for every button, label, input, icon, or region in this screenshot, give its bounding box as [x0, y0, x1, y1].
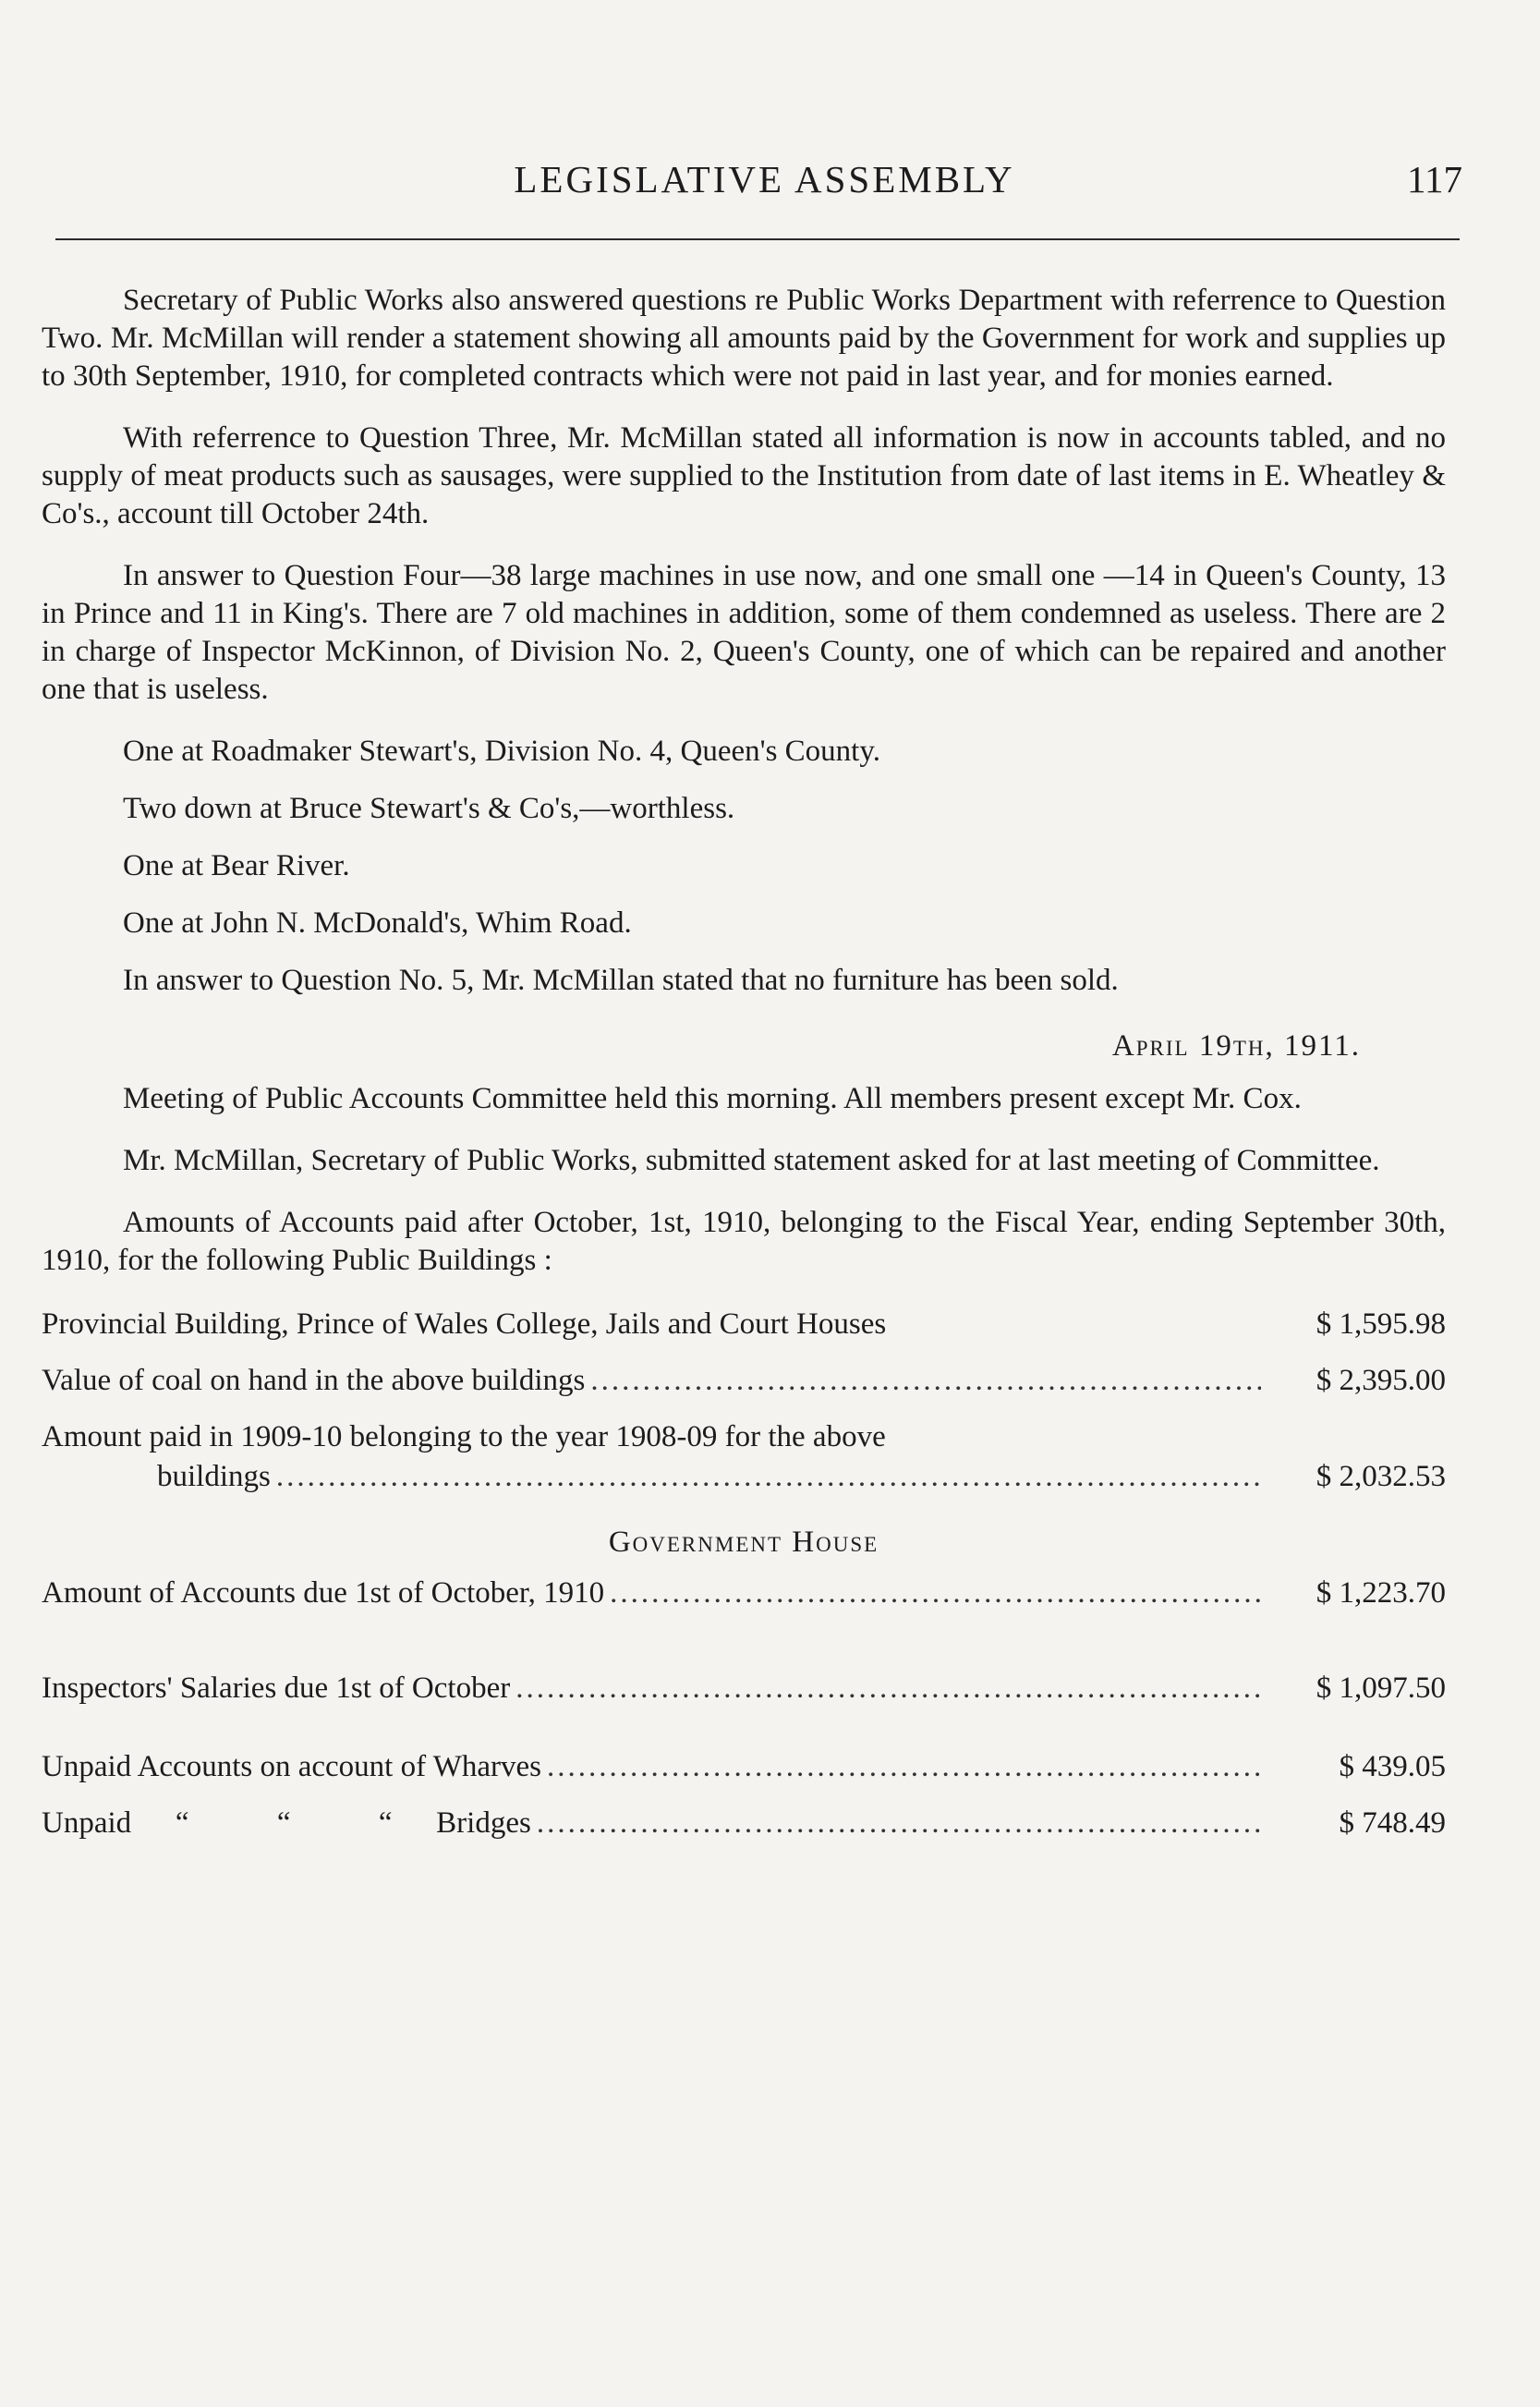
ledger-label: Amount paid in 1909-10 belonging to the year 1908-09 for the above	[42, 1420, 886, 1453]
section-heading: Government House	[608, 1526, 879, 1559]
ledger-label: Bridges	[436, 1806, 531, 1840]
ledger-row	[42, 1748, 1446, 1786]
paragraph-question-five: In answer to Question No. 5, Mr. McMillan stated that no furniture has been sold.	[123, 964, 1119, 997]
dot-leaders	[590, 1362, 1261, 1400]
ledger-label: Unpaid Accounts on account of Wharves	[42, 1750, 541, 1783]
ditto-mark: “	[378, 1806, 393, 1840]
ledger-row	[42, 1418, 1446, 1496]
ditto-mark: “	[276, 1806, 291, 1840]
paragraph-question-two: Secretary of Public Works also answered questions re Public Works Department with referrence to Question Two. Mr. McMillan will render a statement showing all amounts paid by the Government for work and supplies up to 30th September, 1910, for completed contracts which were not paid in last year, and for monies earned.	[42, 284, 1446, 393]
machine-item: One at John N. McDonald's, Whim Road.	[123, 906, 632, 940]
ledger-amount: $ 1,595.98	[1316, 1307, 1446, 1341]
ledger-row	[42, 1574, 1446, 1612]
header-rule	[55, 238, 1460, 240]
ledger-amount: $ 2,395.00	[1316, 1364, 1446, 1397]
paragraph-meeting: Meeting of Public Accounts Committee held this morning. All members present except Mr. Cox.	[123, 1082, 1302, 1115]
paragraph-statement: Mr. McMillan, Secretary of Public Works, submitted statement asked for at last meeting of Committee.	[123, 1144, 1380, 1177]
ledger-amount: $ 1,097.50	[1316, 1672, 1446, 1705]
ledger-row	[42, 1306, 1446, 1343]
paragraph-amounts-intro: Amounts of Accounts paid after October, 1st, 1910, belonging to the Fiscal Year, ending September 30th, 1910, for the following Public Buildings :	[42, 1206, 1446, 1277]
ledger-label: Provincial Building, Prince of Wales College, Jails and Court Houses	[42, 1307, 887, 1341]
ledger-label-continued: buildings	[157, 1460, 271, 1493]
machine-item: One at Roadmaker Stewart's, Division No. 4, Queen's County.	[123, 735, 880, 768]
page-number: 117	[1407, 158, 1462, 201]
ledger-row	[42, 1670, 1446, 1708]
machine-item: Two down at Bruce Stewart's & Co's,—worthless.	[123, 792, 735, 825]
ledger-label: Inspectors' Salaries due 1st of October	[42, 1672, 511, 1705]
accounts-ledger	[42, 1306, 1446, 1842]
ditto-mark: “	[175, 1806, 189, 1840]
machine-item: One at Bear River.	[123, 849, 350, 882]
dot-leaders	[276, 1458, 1261, 1496]
ledger-label: Unpaid	[42, 1806, 132, 1840]
body-text	[42, 282, 1446, 1861]
paragraph-question-three: With referrence to Question Three, Mr. McMillan stated all information is now in accounts tabled, and no supply of meat products such as sausages, were supplied to the Institution from date of last items in E. Wheatley & Co's., account till October 24th.	[42, 421, 1446, 530]
ledger-label: Amount of Accounts due 1st of October, 1910	[42, 1576, 605, 1610]
dot-leaders	[610, 1574, 1261, 1612]
dot-leaders	[515, 1670, 1261, 1708]
ledger-label: Value of coal on hand in the above buildings	[42, 1364, 586, 1397]
running-title: LEGISLATIVE ASSEMBLY	[514, 158, 1015, 201]
ledger-amount: $ 1,223.70	[1316, 1576, 1446, 1610]
ledger-amount: $ 748.49	[1339, 1806, 1446, 1840]
ledger-amount: $ 2,032.53	[1316, 1460, 1446, 1493]
meeting-date: April 19th, 1911.	[1111, 1029, 1361, 1063]
ledger-row	[42, 1362, 1446, 1400]
ledger-row	[42, 1805, 1446, 1842]
page-header	[55, 157, 1473, 213]
paragraph-question-four: In answer to Question Four—38 large machines in use now, and one small one —14 in Queen's County, 13 in Prince and 11 in King's. There are 7 old machines in addition, some of them condemned as useless. There are 2 in charge of Inspector McKinnon, of Division No. 2, Queen's County, one of which can be repaired and another one that is useless.	[42, 559, 1446, 706]
ledger-amount: $ 439.05	[1339, 1750, 1446, 1783]
dot-leaders	[537, 1805, 1261, 1842]
dot-leaders	[547, 1748, 1261, 1786]
